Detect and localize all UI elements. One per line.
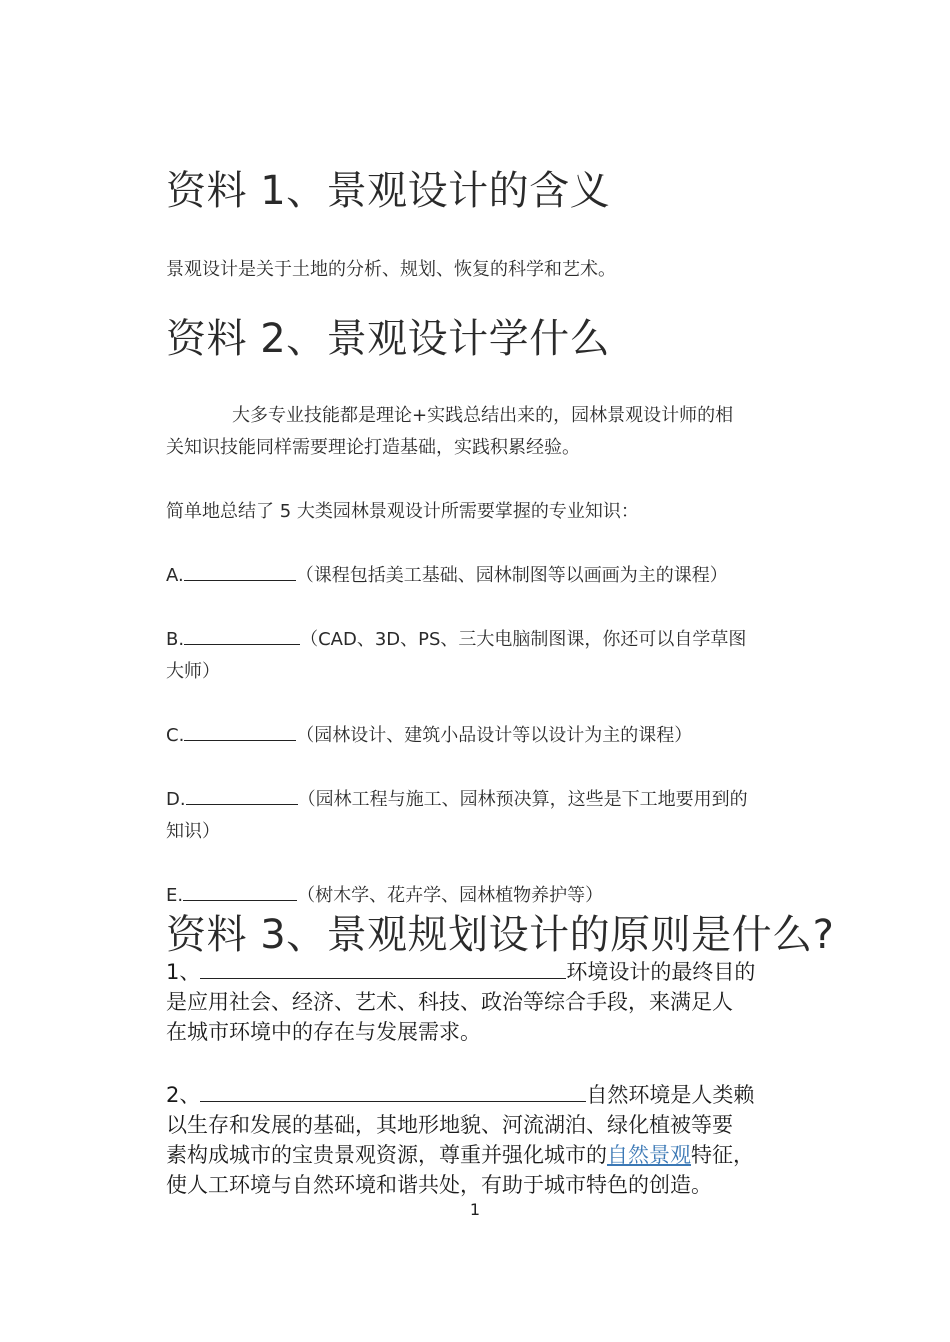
list-item-desc: （园林工程与施工、园林预决算，这些是下工地要用到的 — [297, 789, 748, 810]
fill-blank — [184, 724, 296, 741]
principle-text: 特征， — [691, 1143, 754, 1167]
list-item-b-cont: 大师） — [166, 661, 220, 682]
principle-number: 1、 — [166, 960, 201, 984]
list-item-letter: C. — [166, 725, 185, 746]
principle-2-line4: 使人工环境与自然环境和谐共处，有助于城市特色的创造。 — [166, 1173, 712, 1197]
principle-1-line1 — [166, 957, 755, 987]
fill-blank — [184, 564, 296, 581]
principle-2-line1 — [166, 1080, 754, 1110]
list-item-letter: B. — [166, 629, 185, 650]
section3-heading: 资料 3、景观规划设计的原则是什么? — [166, 912, 835, 958]
section2-para1-line2: 关知识技能同样需要理论打造基础，实践积累经验。 — [166, 437, 580, 458]
list-item-letter: A. — [166, 565, 184, 586]
fill-blank — [184, 628, 300, 645]
section1-heading: 资料 1、景观设计的含义 — [166, 168, 611, 214]
section1-paragraph: 景观设计是关于土地的分析、规划、恢复的科学和艺术。 — [166, 259, 616, 280]
fill-blank — [200, 1083, 586, 1102]
principle-1-line3: 在城市环境中的存在与发展需求。 — [166, 1020, 481, 1044]
list-item-desc: （园林设计、建筑小品设计等以设计为主的课程） — [296, 725, 693, 746]
page-number: 1 — [469, 1200, 481, 1219]
principle-2-line3 — [166, 1140, 754, 1170]
list-item-d — [166, 784, 748, 816]
list-item-e — [166, 880, 603, 912]
principle-text: 环境设计的最终目的 — [566, 960, 756, 984]
list-item-desc: （课程包括美工基础、园林制图等以画画为主的课程） — [295, 565, 728, 586]
principle-2-line2: 以生存和发展的基础，其地形地貌、河流湖泊、绿化植被等要 — [166, 1113, 733, 1137]
list-item-c — [166, 720, 692, 752]
list-item-b — [166, 624, 746, 656]
principle-text: 自然环境是人类赖 — [586, 1083, 755, 1107]
fill-blank — [200, 960, 566, 979]
list-item-desc: （树木学、花卉学、园林植物养护等） — [297, 885, 604, 906]
list-item-letter: E. — [166, 885, 184, 906]
fill-blank — [186, 788, 298, 805]
fill-blank — [183, 884, 297, 901]
principle-1-line2: 是应用社会、经济、艺术、科技、政治等综合手段，来满足人 — [166, 990, 733, 1014]
list-item-d-cont: 知识） — [166, 821, 220, 842]
list-item-desc: （CAD、3D、PS、三大电脑制图课，你还可以自学草图 — [300, 629, 747, 650]
section2-heading: 资料 2、景观设计学什么 — [166, 316, 611, 362]
section2-para1-line1: 大多专业技能都是理论+实践总结出来的，园林景观设计师的相 — [232, 405, 734, 426]
natural-landscape-link[interactable]: 自然景观 — [607, 1143, 691, 1167]
principle-number: 2、 — [166, 1083, 201, 1107]
section2-para2: 简单地总结了 5 大类园林景观设计所需要掌握的专业知识： — [166, 501, 639, 522]
list-item-letter: D. — [166, 789, 186, 810]
principle-text: 素构成城市的宝贵景观资源，尊重并强化城市的 — [166, 1143, 607, 1167]
list-item-a — [166, 560, 728, 592]
